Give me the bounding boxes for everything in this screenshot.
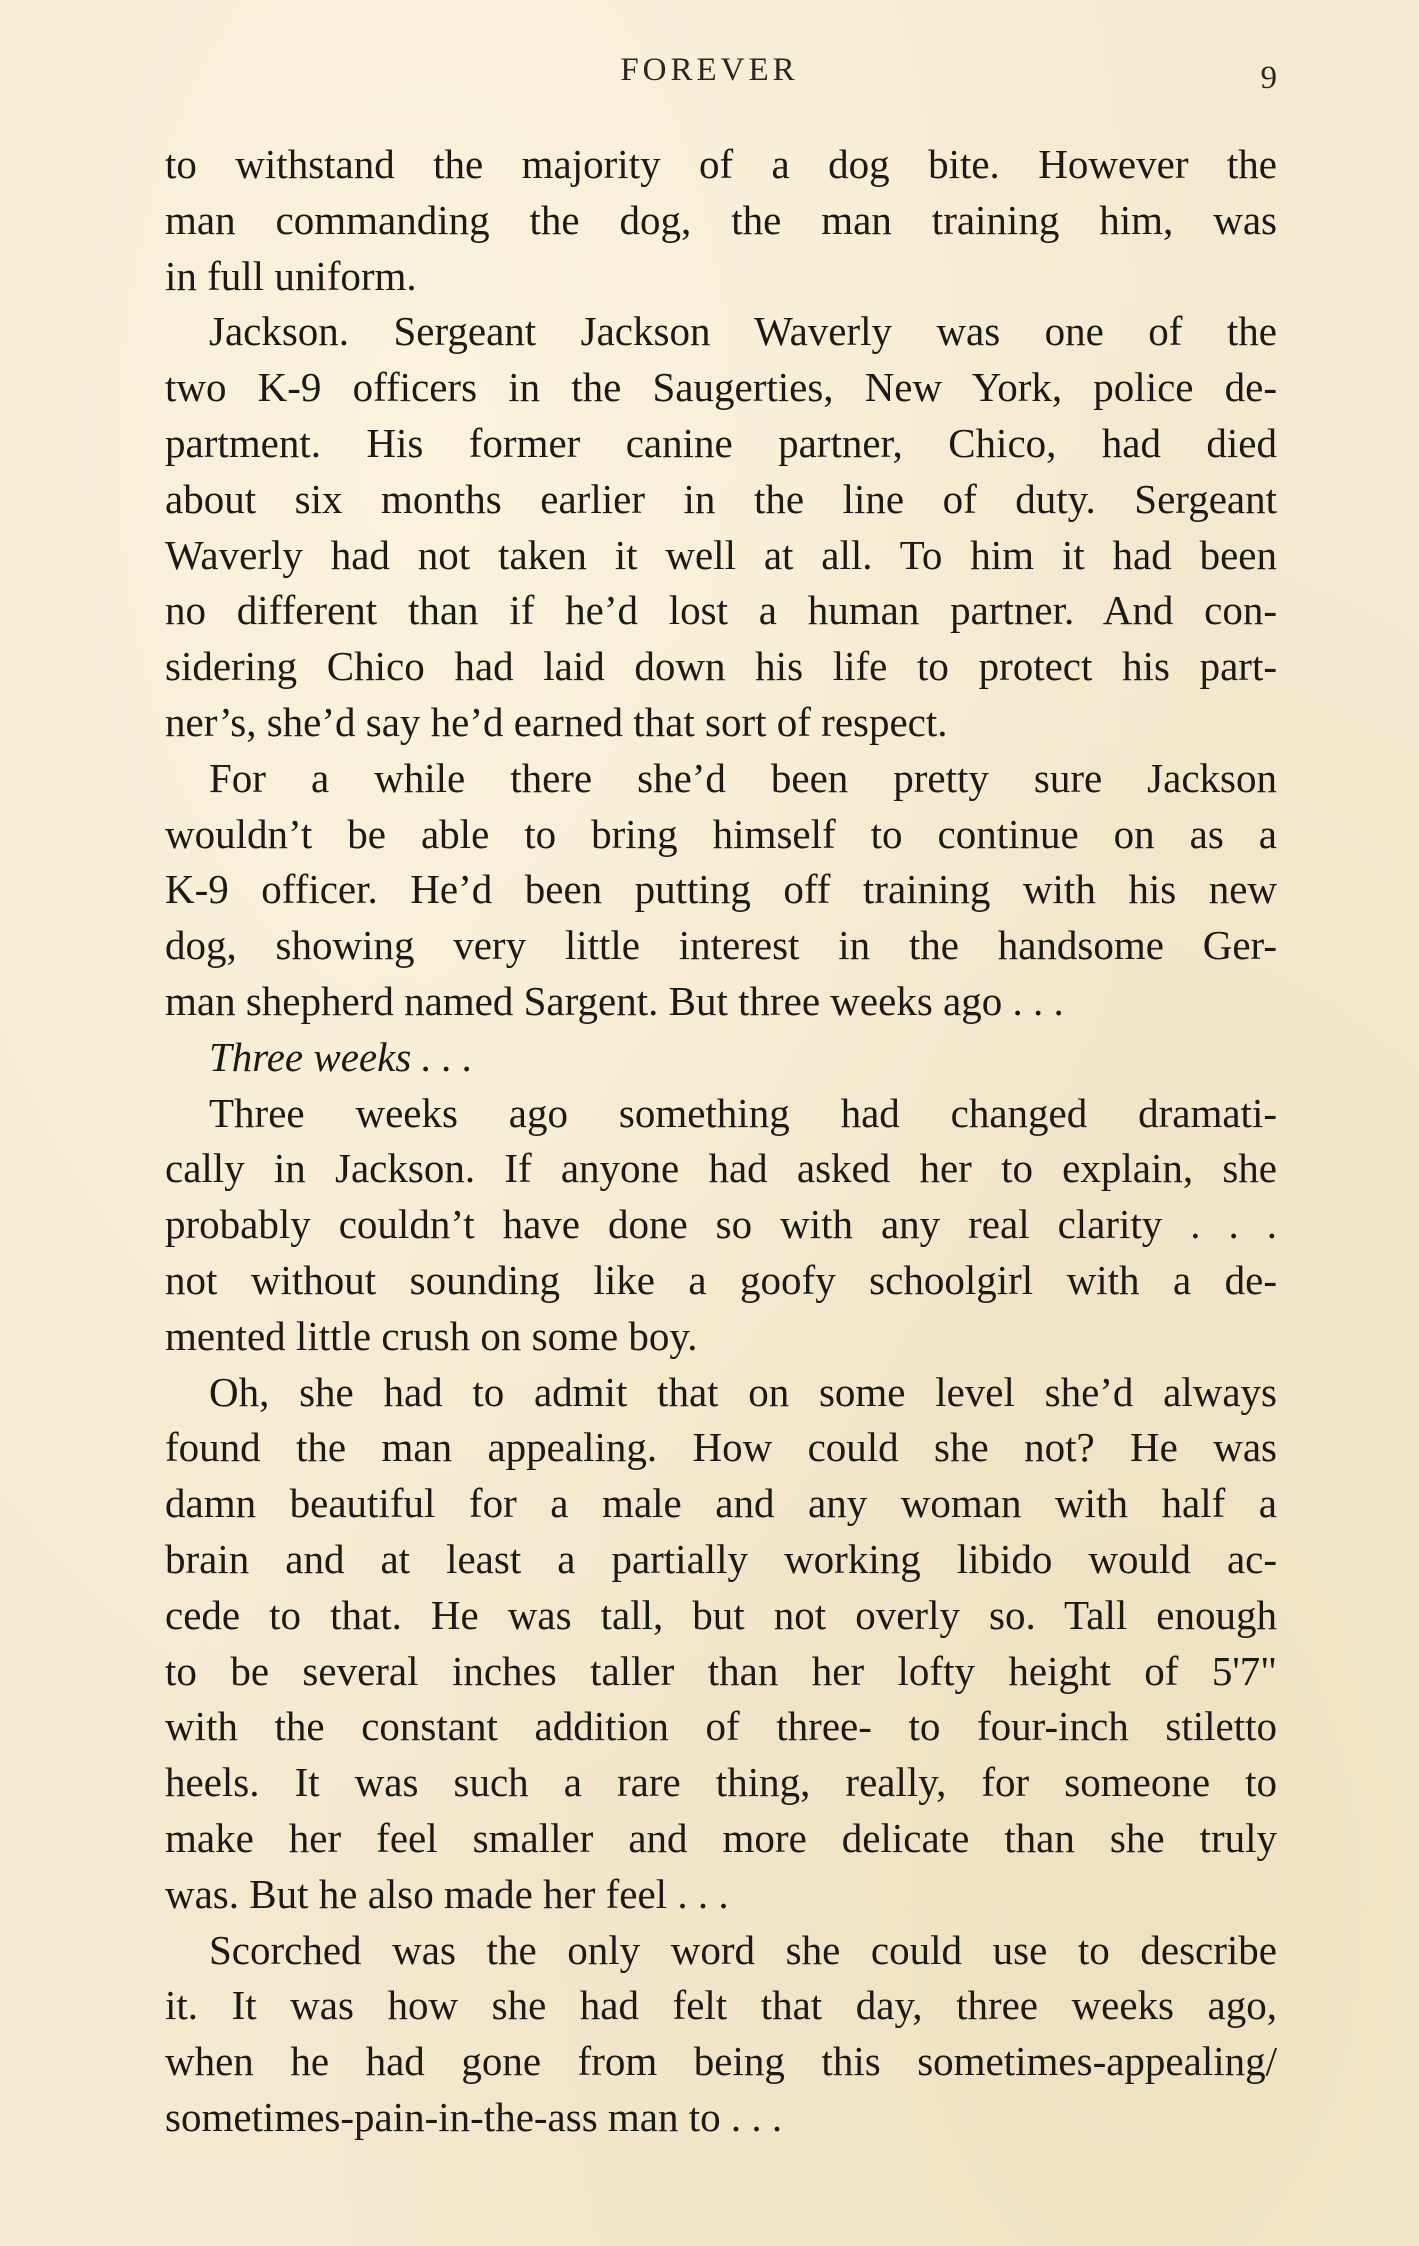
text-line: For a while there she’d been pretty sure Jackson [209, 754, 1277, 801]
text-line: K-9 officer. He’d been putting off training with his new [165, 866, 1277, 913]
text-line: man shepherd named Sargent. But three weeks ago . . . [165, 977, 1064, 1024]
body-text [165, 137, 1277, 2146]
text-line: Three weeks ago something had changed dramati- [209, 1089, 1277, 1136]
text-line: ner’s, she’d say he’d earned that sort of respect. [165, 698, 948, 745]
text-line: not without sounding like a goofy schoolgirl with a de- [165, 1256, 1277, 1303]
text-line: cede to that. He was tall, but not overly so. Tall enough [165, 1591, 1277, 1638]
text-line: with the constant addition of three- to four-inch stiletto [165, 1703, 1277, 1750]
text-line: damn beautiful for a male and any woman with half a [165, 1480, 1277, 1527]
text-line: no different than if he’d lost a human partner. And con- [165, 587, 1277, 634]
text-line: Scorched was the only word she could use to describe [209, 1926, 1277, 1973]
text-line: make her feel smaller and more delicate than she truly [165, 1814, 1277, 1861]
text-line: was. But he also made her feel . . . [165, 1870, 729, 1917]
paragraph-4 [165, 1030, 1277, 1086]
paragraph-1 [165, 137, 1277, 304]
text-line: in full uniform. [165, 252, 417, 299]
text-line: sidering Chico had laid down his life to protect his part- [165, 643, 1277, 690]
text-line: to be several inches taller than her lofty height of 5'7" [165, 1647, 1277, 1694]
text-line: brain and at least a partially working libido would ac- [165, 1535, 1277, 1582]
italic-text: Three weeks . . . [209, 1033, 473, 1080]
text-line: man commanding the dog, the man training him, was [165, 196, 1277, 243]
text-line: heels. It was such a rare thing, really, for someone to [165, 1759, 1277, 1806]
text-line: wouldn’t be able to bring himself to continue on as a [165, 810, 1277, 857]
text-line: mented little crush on some boy. [165, 1312, 698, 1359]
text-line: two K-9 officers in the Saugerties, New York, police de- [165, 364, 1277, 411]
text-line: Waverly had not taken it well at all. To him it had been [165, 531, 1277, 578]
text-line-italic [165, 1030, 1277, 1086]
text-line: when he had gone from being this sometimes-appealing/ [165, 2038, 1277, 2085]
page-number: 9 [1260, 60, 1277, 96]
text-line: sometimes-pain-in-the-ass man to . . . [165, 2093, 783, 2140]
running-head: FOREVER [620, 52, 799, 88]
text-line: about six months earlier in the line of duty. Sergeant [165, 475, 1277, 522]
text-line: to withstand the majority of a dog bite. However the [165, 141, 1277, 187]
paragraph-5 [165, 1086, 1277, 1365]
paragraph-7 [165, 1923, 1277, 2146]
paragraph-3 [165, 751, 1277, 1030]
text-line: probably couldn’t have done so with any real clarity . . . [165, 1201, 1277, 1248]
text-line: Jackson. Sergeant Jackson Waverly was one of the [209, 308, 1277, 355]
text-line: Oh, she had to admit that on some level she’d always [209, 1368, 1277, 1415]
paragraph-2 [165, 304, 1277, 750]
text-line: cally in Jackson. If anyone had asked her to explain, she [165, 1145, 1277, 1192]
text-line: partment. His former canine partner, Chico, had died [165, 419, 1277, 466]
text-line: found the man appealing. How could she not? He was [165, 1424, 1277, 1471]
text-line: it. It was how she had felt that day, three weeks ago, [165, 1982, 1277, 2029]
text-line: dog, showing very little interest in the handsome Ger- [165, 922, 1277, 969]
paragraph-6 [165, 1365, 1277, 1923]
